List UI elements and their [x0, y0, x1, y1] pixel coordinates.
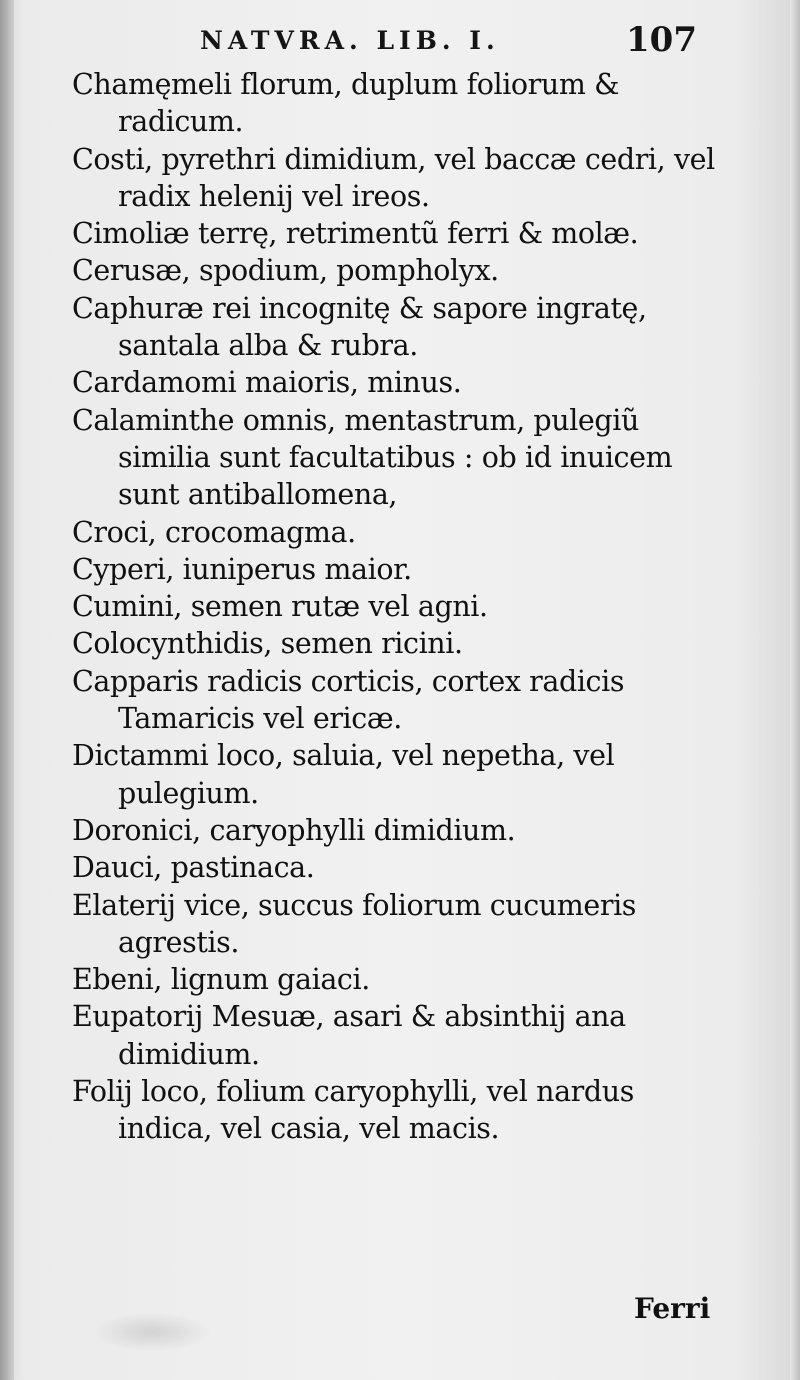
list-item: Capparis radicis corticis, cortex radicis Tamaricis vel ericæ. — [72, 664, 625, 736]
list-item: Croci, crocomagma. — [72, 515, 356, 549]
list-item: Eupatorij Mesuæ, asari & absinthij ana dimidium. — [72, 1000, 626, 1071]
list-item: Costi, pyrethri dimidium, vel baccæ cedri, vel radix helenij vel ireos. — [72, 142, 715, 213]
page-number: 107 — [626, 20, 697, 60]
list-item: Caphuræ rei incognitę & sapore ingratę, santala alba & rubra. — [72, 291, 647, 363]
list-item: Elaterij vice, succus foliorum cucumeris agrestis. — [72, 888, 637, 959]
page-edge-shadow — [790, 0, 800, 1380]
entry-list — [72, 66, 732, 1148]
page-header — [0, 18, 800, 62]
list-item: Chamęmeli florum, duplum foliorum & radicum. — [72, 68, 620, 139]
list-item: Cimoliæ terrę, retrimentũ ferri & molæ. — [72, 217, 639, 251]
list-item: Doronici, caryophylli dimidium. — [72, 813, 516, 847]
list-item: Cyperi, iuniperus maior. — [72, 552, 412, 586]
list-item: Dictammi loco, saluia, vel nepetha, vel pulegium. — [72, 739, 615, 810]
list-item: Colocynthidis, semen ricini. — [72, 627, 463, 661]
catchword: Ferri — [634, 1292, 711, 1325]
list-item: Cerusæ, spodium, pompholyx. — [72, 254, 499, 288]
list-item: Cardamomi maioris, minus. — [72, 366, 462, 400]
running-head: NATVRA. LIB. I. — [200, 26, 500, 55]
page-gutter-shadow — [0, 0, 14, 1380]
list-item: Ebeni, lignum gaiaci. — [72, 963, 370, 997]
list-item: Dauci, pastinaca. — [72, 851, 315, 885]
list-item: Folij loco, folium caryophylli, vel nardus indica, vel casia, vel macis. — [72, 1075, 634, 1146]
ink-smudge — [92, 1312, 212, 1352]
list-item: Cumini, semen rutæ vel agni. — [72, 590, 488, 624]
list-item: Calaminthe omnis, mentastrum, pulegiũ similia sunt facultatibus : ob id inuicem sunt antiballomena, — [72, 403, 673, 512]
